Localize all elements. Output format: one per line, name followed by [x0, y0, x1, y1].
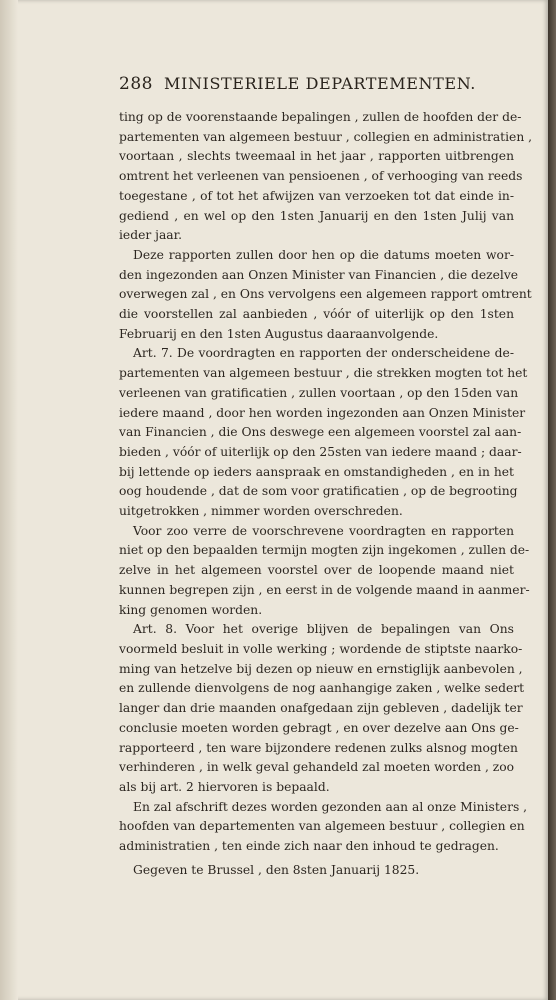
text-line: overwegen zal , en Ons vervolgens een algemeen rapport omtrent: [119, 287, 532, 302]
paragraph: [119, 522, 530, 621]
text-line: zelve in het algemeen voorstel over de loopende maand niet: [119, 563, 514, 578]
body-text: [119, 108, 533, 880]
text-line: Gegeven te Brussel , den 8sten Januarij 1825.: [133, 862, 420, 877]
text-line: gediend , en wel op den 1sten Januarij en den 1sten Julij van: [119, 208, 514, 223]
text-line: verhinderen , in welk geval gehandeld zal moeten worden , zoo: [119, 760, 515, 775]
text-line: die voorstellen zal aanbieden , vóór of uiterlijk op den 1sten: [119, 307, 514, 322]
paragraph: [119, 246, 532, 345]
text-line: En zal afschrift dezes worden gezonden aan al onze Ministers ,: [133, 799, 528, 814]
text-line: Deze rapporten zullen door hen op die datums moeten wor-: [133, 247, 514, 262]
text-line: verleenen van gratificatien , zullen voortaan , op den 15den van: [119, 385, 519, 400]
text-line: administratien , ten einde zich naar den inhoud te gedragen.: [119, 839, 499, 854]
text-line: partementen van algemeen bestuur , die strekken mogten tot het: [119, 366, 528, 381]
text-line: ieder jaar.: [119, 228, 183, 243]
paragraph: [119, 798, 528, 857]
text-line: conclusie moeten worden gebragt , en over dezelve aan Ons ge-: [119, 720, 519, 735]
paragraph: [119, 108, 533, 246]
text-line: bij lettende op ieders aanspraak en omstandigheden , en in het: [119, 464, 514, 479]
text-line: oog houdende , dat de som voor gratificatien , op de begrooting: [119, 484, 518, 499]
text-line: langer dan drie maanden onafgedaan zijn gebleven , dadelijk ter: [119, 701, 523, 716]
dateline: [119, 861, 514, 881]
text-line: partementen van algemeen bestuur , collegien en administratien ,: [119, 129, 533, 144]
text-line: als bij art. 2 hiervoren is bepaald.: [119, 779, 330, 794]
text-line: rapporteerd , ten ware bijzondere redenen zulks alsnog mogten: [119, 740, 518, 755]
text-line: Voor zoo verre de voorschrevene voordragten en rapporten: [133, 523, 514, 538]
text-line: kunnen begrepen zijn , en eerst in de volgende maand in aanmer-: [119, 582, 530, 597]
text-line: ting op de voorenstaande bepalingen , zullen de hoofden der de-: [119, 110, 522, 124]
text-line: ming van hetzelve bij dezen op nieuw en ernstiglijk aanbevolen ,: [119, 661, 523, 676]
text-line: king genomen worden.: [119, 602, 263, 617]
text-line: den ingezonden aan Onzen Minister van Financien , die dezelve: [119, 267, 519, 282]
text-line: bieden , vóór of uiterlijk op den 25sten van iedere maand ; daar-: [119, 444, 522, 459]
page-number: 288: [119, 74, 153, 94]
text-line: Art. 8. Voor het overige blijven de bepalingen van Ons: [133, 622, 514, 637]
page-edge: [548, 0, 556, 1000]
article-8: [119, 620, 525, 797]
article-7: [119, 344, 528, 521]
text-line: iedere maand , door hen worden ingezonden aan Onzen Minister: [119, 405, 526, 420]
text-line: van Financien , die Ons deswege een algemeen voorstel zal aan-: [119, 425, 522, 440]
text-line: hoofden van departementen van algemeen bestuur , collegien en: [119, 819, 525, 834]
text-line: en zullende dienvolgens de nog aanhangige zaken , welke sedert: [119, 681, 525, 696]
text-line: Februarij en den 1sten Augustus daaraanvolgende.: [119, 326, 439, 341]
page-gutter: [0, 0, 18, 1000]
text-line: omtrent het verleenen van pensioenen , of verhooging van reeds: [119, 169, 523, 184]
text-line: uitgetrokken , nimmer worden overschreden.: [119, 504, 403, 519]
text-line: niet op den bepaalden termijn mogten zijn ingekomen , zullen de-: [119, 543, 530, 558]
running-head: MINISTERIELE DEPARTEMENTEN.: [164, 74, 476, 93]
text-line: voormeld besluit in volle werking ; wordende de stiptste naarko-: [119, 641, 523, 656]
page-header: [119, 74, 508, 94]
text-line: toegestane , of tot het afwijzen van verzoeken tot dat einde in-: [119, 188, 514, 203]
text-line: voortaan , slechts tweemaal in het jaar , rapporten uitbrengen: [119, 149, 514, 164]
text-line: Art. 7. De voordragten en rapporten der onderscheidene de-: [133, 346, 514, 361]
